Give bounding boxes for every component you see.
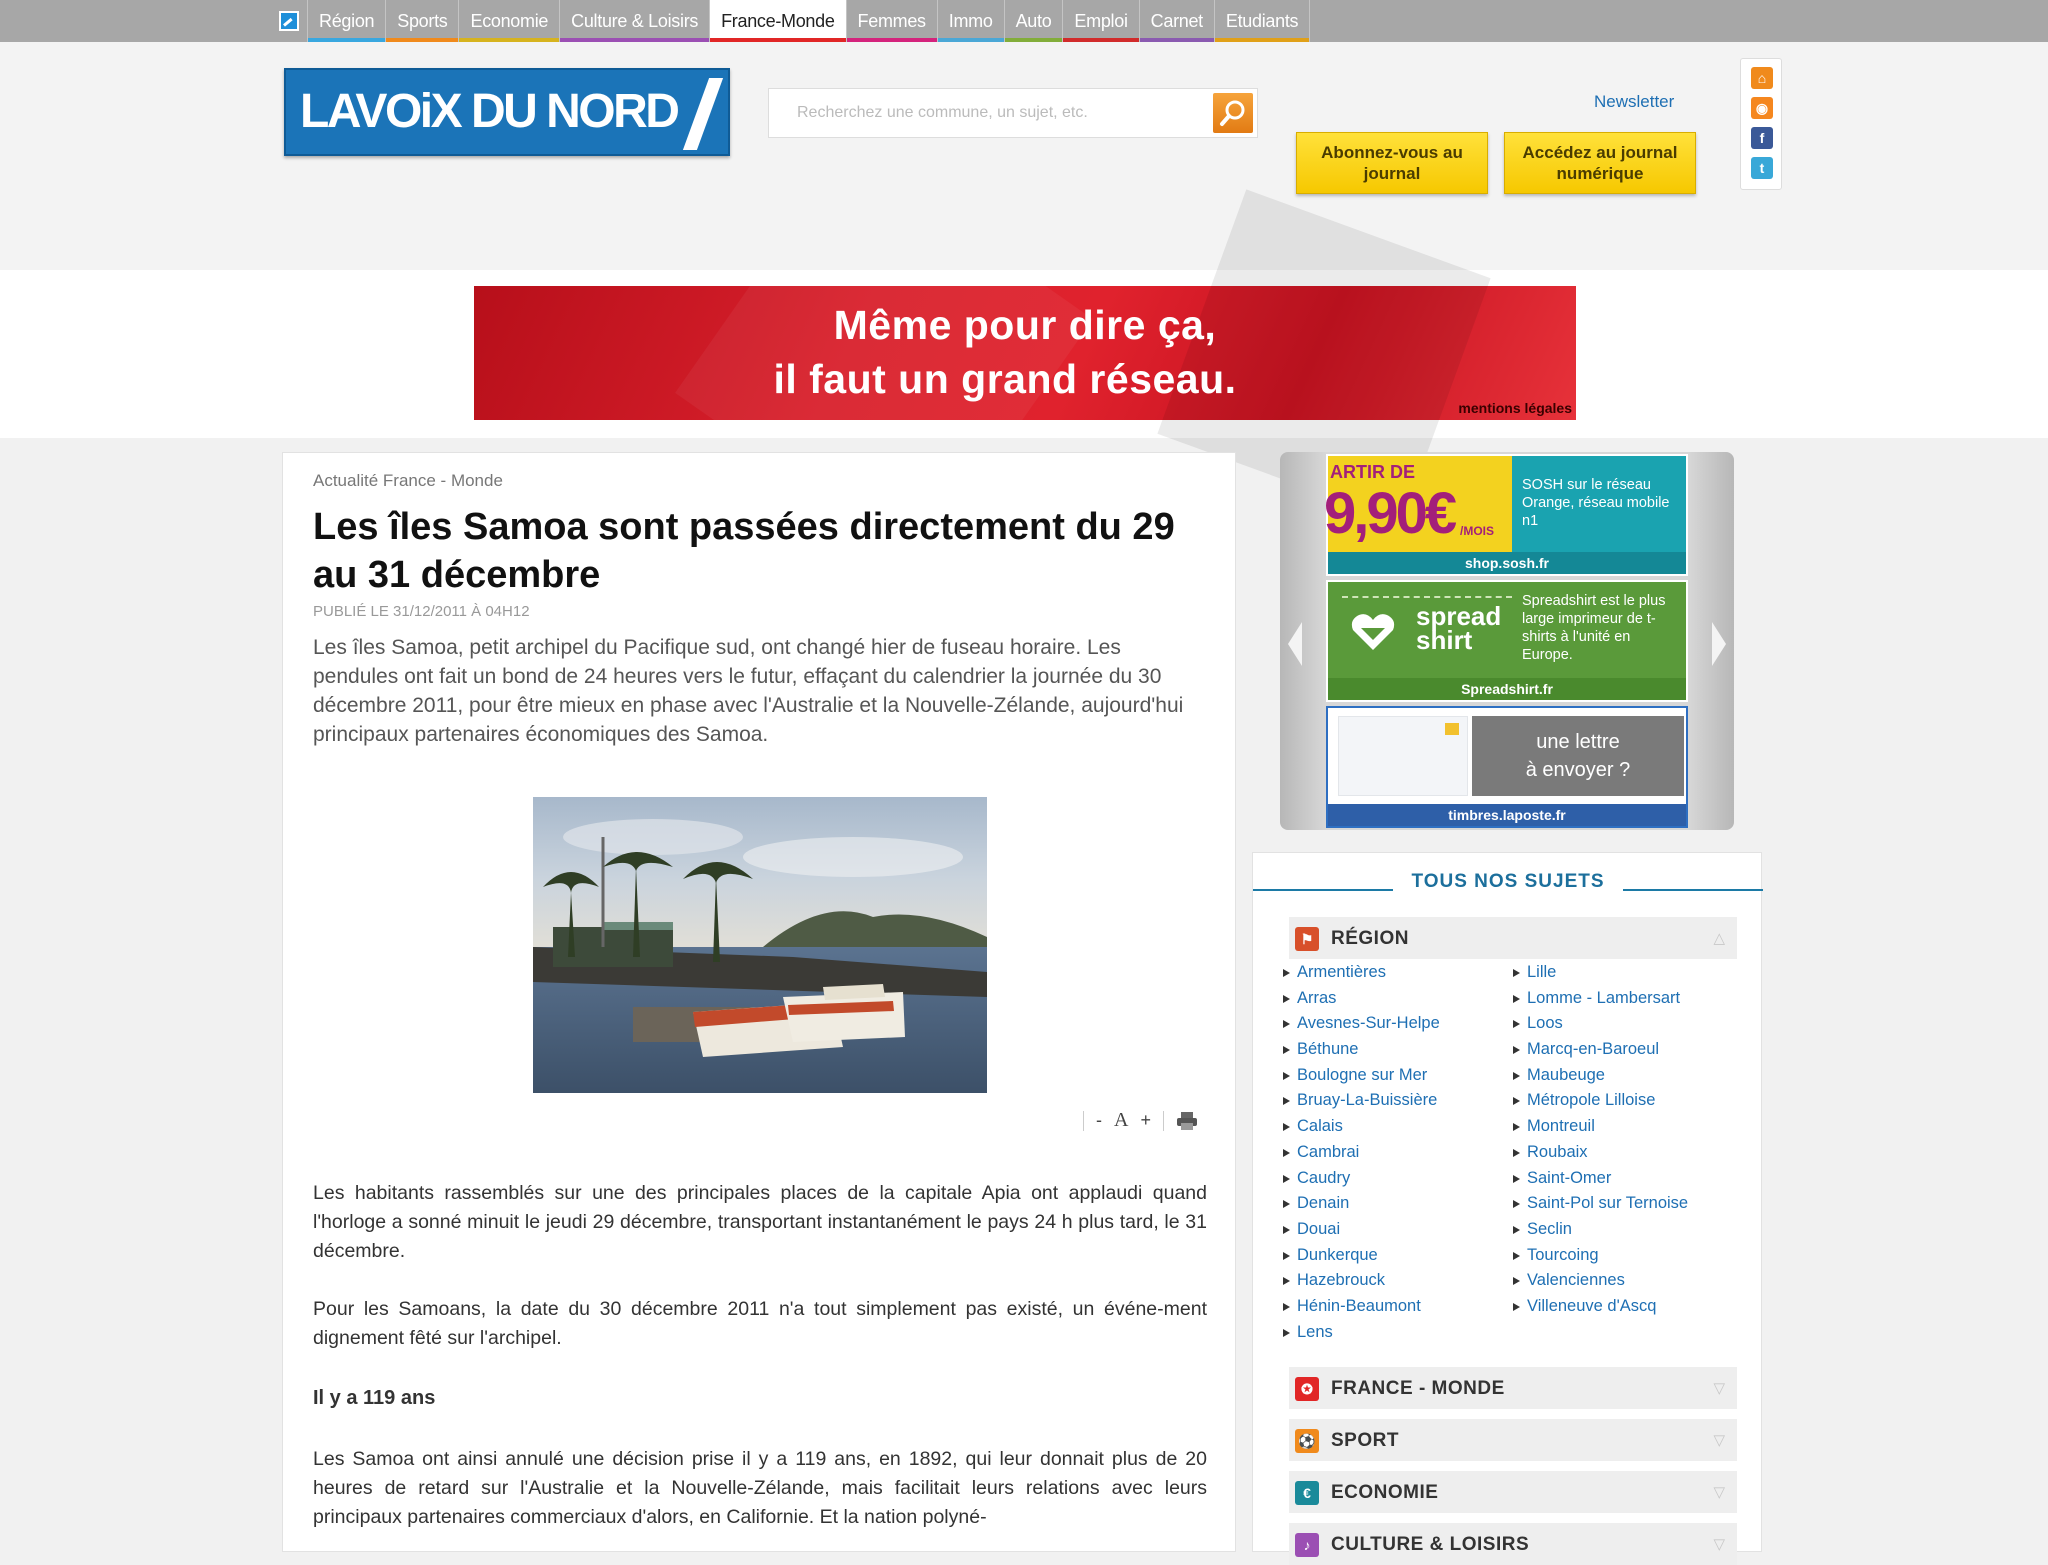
region-link[interactable]: Cambrai [1283, 1143, 1440, 1169]
font-size-icon: A [1114, 1109, 1129, 1131]
region-link[interactable]: Villeneuve d'Ascq [1513, 1297, 1688, 1323]
ad-laposte[interactable] [1326, 706, 1688, 828]
chevron-down-icon[interactable]: ▽ [1713, 1380, 1725, 1397]
article-tools [1083, 1109, 1198, 1132]
region-link[interactable]: Montreuil [1513, 1117, 1688, 1143]
culture-icon: ♪ [1295, 1533, 1319, 1557]
category-region[interactable] [1289, 917, 1737, 959]
euro-icon: € [1295, 1481, 1319, 1505]
nav-item-r-gion[interactable]: Région [308, 0, 386, 42]
category-culture[interactable] [1289, 1523, 1737, 1565]
laposte-text [1472, 728, 1684, 784]
search-box [768, 88, 1258, 138]
laposte-message-block [1472, 716, 1684, 796]
twitter-icon[interactable]: t [1751, 157, 1773, 179]
region-link[interactable]: Lens [1283, 1323, 1440, 1349]
region-link[interactable]: Lomme - Lambersart [1513, 989, 1688, 1015]
banner-headline-1: Même pour dire ça, [833, 302, 1217, 348]
laposte-text-2: à envoyer ? [1525, 759, 1631, 781]
region-link[interactable]: Roubaix [1513, 1143, 1688, 1169]
divider [1083, 1111, 1084, 1131]
category-label: RÉGION [1331, 928, 1409, 949]
newsletter-link[interactable]: Newsletter [1594, 92, 1675, 111]
logo-text: LAVOiX DU NORD [300, 85, 678, 138]
nav-item-carnet[interactable]: Carnet [1140, 0, 1215, 42]
category-label: FRANCE - MONDE [1331, 1378, 1505, 1399]
nav-item-sports[interactable]: Sports [386, 0, 459, 42]
category-label: ECONOMIE [1331, 1482, 1439, 1503]
article-photo[interactable] [533, 797, 987, 1093]
decrease-font-button[interactable]: - [1096, 1110, 1102, 1130]
region-link[interactable]: Dunkerque [1283, 1246, 1440, 1272]
ad-carousel [1280, 452, 1734, 830]
article-paragraph: Les habitants rassemblés sur une des principales places de la capitale Apia ont applaudi quand l'horloge a sonné minuit le jeudi 29 décembre, transportant instantanément le pays 24 h plus tard, le 31 décembre. [313, 1182, 1207, 1262]
region-link[interactable]: Avesnes-Sur-Helpe [1283, 1014, 1440, 1040]
region-link[interactable]: Denain [1283, 1194, 1440, 1220]
dashed-line [1342, 596, 1512, 598]
sosh-per-month: /MOIS [1460, 524, 1495, 538]
facebook-icon[interactable]: f [1751, 127, 1773, 149]
sosh-text: SOSH sur le réseau Orange, réseau mobile n1 [1522, 477, 1670, 529]
nav-item-culture-loisirs[interactable]: Culture & Loisirs [560, 0, 710, 42]
banner-legal-link[interactable]: mentions légales [1458, 400, 1572, 416]
breadcrumb[interactable]: Actualité France - Monde [313, 471, 503, 490]
envelope-image [1338, 716, 1468, 796]
article [282, 452, 1236, 1552]
article-subheading: Il y a 119 ans [313, 1387, 436, 1409]
search-icon [1218, 98, 1248, 128]
sosh-link[interactable]: shop.sosh.fr [1328, 552, 1686, 574]
nav-item-immo[interactable]: Immo [938, 0, 1005, 42]
chevron-down-icon[interactable]: ▽ [1713, 1484, 1725, 1501]
nav-item-economie[interactable]: Economie [459, 0, 560, 42]
sosh-price-block [1324, 456, 1512, 552]
category-france-monde[interactable] [1289, 1367, 1737, 1409]
article-paragraph: Pour les Samoans, la date du 30 décembre 2011 n'a tout simplement pas existé, un événe-ment dignement fêté sur l'archipel. [313, 1298, 1207, 1349]
sosh-price-prefix: ARTIR DE [1330, 462, 1415, 482]
region-link[interactable]: Arras [1283, 989, 1440, 1015]
social-links [1740, 58, 1782, 190]
region-link[interactable]: Seclin [1513, 1220, 1688, 1246]
category-sport[interactable] [1289, 1419, 1737, 1461]
print-icon[interactable] [1176, 1112, 1198, 1130]
site-logo[interactable] [284, 68, 730, 156]
rss-icon[interactable]: ◉ [1751, 97, 1773, 119]
region-link[interactable]: Hazebrouck [1283, 1271, 1440, 1297]
sport-icon: ⚽ [1295, 1429, 1319, 1453]
home-icon[interactable]: ⌂ [1751, 67, 1773, 89]
region-link[interactable]: Marcq-en-Baroeul [1513, 1040, 1688, 1066]
home-icon[interactable] [270, 0, 308, 42]
france-monde-icon: ✪ [1295, 1377, 1319, 1401]
subscribe-button[interactable]: Abonnez-vous au journal [1296, 132, 1488, 194]
region-link[interactable]: Boulogne sur Mer [1283, 1066, 1440, 1092]
article-paragraph: Les Samoa ont ainsi annulé une décision prise il y a 119 ans, en 1892, qui leur donnait plus de 20 heures de retard sur l'Australie et la Nouvelle-Zélande, mais facilitait leurs relations avec leurs principaux partenaires commerciaux d'alors, en Californie. Et la nation polyné- [313, 1448, 1207, 1528]
increase-font-button[interactable]: + [1140, 1110, 1151, 1130]
region-icon: ⚑ [1295, 927, 1319, 951]
spreadshirt-text: Spreadshirt est le plus large imprimeur de t-shirts à l'unité en Europe. [1522, 593, 1666, 663]
spreadshirt-brand [1416, 601, 1502, 655]
region-list-right [1513, 963, 1688, 1323]
spreadshirt-link[interactable]: Spreadshirt.fr [1328, 678, 1686, 700]
ad-sosh[interactable] [1326, 454, 1688, 576]
nav-item-emploi[interactable]: Emploi [1063, 0, 1139, 42]
spreadshirt-logo-icon [1350, 612, 1396, 652]
banner-ad-area [0, 270, 2048, 438]
stamp-icon [1445, 723, 1459, 735]
topics-panel [1252, 852, 1762, 1555]
harbor-photo [533, 797, 987, 1093]
banner-ad[interactable] [474, 286, 1576, 420]
region-link[interactable]: Saint-Pol sur Ternoise [1513, 1194, 1688, 1220]
nav-item-etudiants[interactable]: Etudiants [1215, 0, 1310, 42]
carousel-prev-arrow[interactable] [1288, 622, 1302, 666]
banner-headline-2: il faut un grand réseau. [773, 356, 1237, 402]
digital-edition-button[interactable]: Accédez au journal numérique [1504, 132, 1696, 194]
region-link[interactable]: Saint-Omer [1513, 1169, 1688, 1195]
region-link[interactable]: Métropole Lilloise [1513, 1091, 1688, 1117]
region-link[interactable]: Valenciennes [1513, 1271, 1688, 1297]
spreadshirt-brand-1: spread [1416, 601, 1502, 631]
region-link[interactable]: Lille [1513, 963, 1688, 989]
site-header [0, 42, 2048, 270]
chevron-down-icon[interactable]: ▽ [1713, 1536, 1725, 1553]
region-link[interactable]: Tourcoing [1513, 1246, 1688, 1272]
region-list-left [1283, 963, 1440, 1348]
region-link[interactable]: Bruay-La-Buissière [1283, 1091, 1440, 1117]
region-link[interactable]: Douai [1283, 1220, 1440, 1246]
panel-title: TOUS NOS SUJETS [1393, 871, 1623, 893]
nav-item-femmes[interactable]: Femmes [847, 0, 938, 42]
laposte-link[interactable]: timbres.laposte.fr [1328, 804, 1686, 826]
region-link[interactable]: Béthune [1283, 1040, 1440, 1066]
publish-date: PUBLIÉ LE 31/12/2011 À 04H12 [313, 603, 530, 620]
category-label: SPORT [1331, 1430, 1399, 1451]
laposte-text-1: une lettre [1536, 731, 1620, 753]
divider [1163, 1111, 1164, 1131]
ad-spreadshirt[interactable] [1326, 580, 1688, 702]
chevron-up-icon[interactable]: △ [1713, 930, 1725, 947]
article-lead: Les îles Samoa, petit archipel du Pacifique sud, ont changé hier de fuseau horaire. Les pendules ont fait un bond de 24 heures vers le futur, effaçant du calendrier la journée du 30 décembre 2011, pour être mieux en phase avec l'Australie et la Nouvelle-Zélande, aujourd'hui principaux partenaires économiques des Samoa. [313, 636, 1184, 746]
logo-slash [683, 78, 723, 150]
region-link[interactable]: Maubeuge [1513, 1066, 1688, 1092]
search-input[interactable] [769, 89, 1209, 137]
sosh-price: 9,90€ [1324, 481, 1455, 546]
carousel-next-arrow[interactable] [1712, 622, 1726, 666]
top-navigation [0, 0, 2048, 42]
chevron-down-icon[interactable]: ▽ [1713, 1432, 1725, 1449]
region-link[interactable]: Hénin-Beaumont [1283, 1297, 1440, 1323]
nav-item-france-monde[interactable]: France-Monde [710, 0, 846, 42]
region-link[interactable]: Armentières [1283, 963, 1440, 989]
category-label: CULTURE & LOISIRS [1331, 1534, 1530, 1555]
region-link[interactable]: Calais [1283, 1117, 1440, 1143]
region-link[interactable]: Loos [1513, 1014, 1688, 1040]
spreadshirt-brand-2: shirt [1416, 625, 1473, 655]
nav-item-auto[interactable]: Auto [1005, 0, 1064, 42]
article-title: Les îles Samoa sont passées directement du 29 au 31 décembre [313, 506, 1175, 596]
category-economie[interactable] [1289, 1471, 1737, 1513]
search-button[interactable] [1213, 93, 1253, 133]
region-link[interactable]: Caudry [1283, 1169, 1440, 1195]
